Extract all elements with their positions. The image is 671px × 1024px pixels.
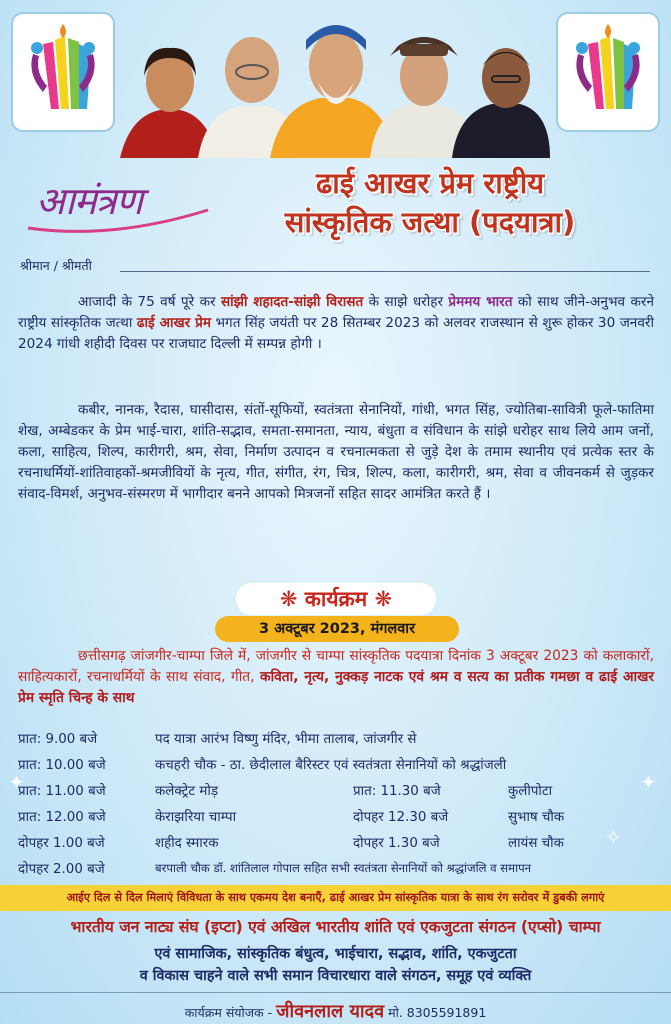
freedom-fighters-portraits [120,6,550,158]
schedule-time: प्रात: 9.00 बजे [18,732,98,747]
salutation-line [120,271,650,272]
schedule-row [18,833,658,855]
schedule-row [18,755,658,777]
schedule-place: लायंस चौक [508,836,564,851]
amantran-text: आमंत्रण [36,179,143,223]
schedule-place: शहीद स्मारक [155,836,219,851]
sparkle-icon: ✧ [605,825,622,849]
intro-highlight: ढाई आखर प्रेम [136,315,211,331]
ipta-logo-left [11,12,115,132]
salutation: श्रीमान / श्रीमती [20,258,92,273]
schedule-place: पद यात्रा आरंभ विष्णु मंदिर, भीमा तालाब, जांजगीर से [155,732,417,747]
title-line-2: सांस्कृतिक जत्था (पदयात्रा) [284,205,576,239]
schedule-time: दोपहर 1.00 बजे [18,836,105,851]
coordinator [0,999,671,1023]
schedule-place: कुलीपोटा [508,784,553,799]
schedule-place: कलेक्ट्रेट मोड़ [155,784,219,799]
intro-text: के साझे धरोहर [363,294,449,310]
schedule-time: प्रात: 11.00 बजे [18,784,106,799]
organizer-line-2: एवं सामाजिक, सांस्कृतिक बंधुत्व, भाईचारा, सद्भाव, शांति, एकजुटता [154,946,517,962]
intro-text: भगत सिंह जयंती पर 28 सितम्बर 2023 को अलवर राजस्थान से शुरू होकर 30 जनवरी 2024 गांधी शहीदी दिवस पर राजघाट दिल्ली में सम्पन्न होगी । [18,315,654,352]
coordinator-name: जीवनलाल यादव [276,1001,385,1022]
schedule-time: प्रात: 10.00 बजे [18,758,106,773]
intro-text: आजादी के 75 वर्ष पूरे कर [78,294,221,310]
intro-highlight: सांझी शहादत-सांझी विरासत [220,294,364,310]
schedule-place: केराझरिया चाम्पा [155,810,237,825]
schedule-time: दोपहर 12.30 बजे [353,810,449,825]
coordinator-phone: मो. 8305591891 [384,1005,487,1020]
slogan-banner: आईए दिल से दिल मिलाएं विविधता के साथ एकमय देश बनाएँ, ढाई आखर प्रेम सांस्कृतिक यात्रा के साथ रंग सरोवर में डुबकी लगाएं [0,885,671,911]
intro-text: को साथ जीने-अनुभव करने राष्ट्रीय सांस्कृतिक जत्था [18,294,655,331]
schedule-time: दोपहर 1.30 बजे [353,836,440,851]
intro-paragraph-2: कबीर, नानक, रैदास, घासीदास, संतों-सूफियों, स्वतंत्रता सेनानियों, गांधी, भगत सिंह, ज्योतिबा-सावित्री फूले-फातिमा शेख, अम्बेडकर के प्रेम भाई-चारा, शांति-सद्भाव, समता-समानता, न्याय, बंधुता व संविधान के सांझे धरोहर साथ लिये आम जनों, कला, साहित्य, शिल्प, कारीगरी, श्रम, सेवा, निर्माण उत्पादन व रचनात्मकता से जुड़े देश के तमाम स्थानीय एवं प्रत्येक स्तर के रचनाधर्मियों-शांतिवाहकों-श्रमजीवियों के नृत्य, गीत, संगीत, रंग, चित्र, शिल्प, कला, कारीगरी, श्रम, सेवा व जीवनकर्म से जुड़कर संवाद-विमर्श, अनुभव-संस्मरण में भागीदार बनने आपको मित्रजनों सहित सादर आमंत्रित करते हैं । [18,402,654,502]
coordinator-label: कार्यक्रम संयोजक - [184,1005,277,1020]
program-intro-highlight: कविता, नृत्य, नुक्कड़ नाटक एवं श्रम व सत्य का प्रतीक गमछा व ढाई आखर प्रेम स्मृति चिन्ह के साथ [18,669,655,706]
schedule-row [18,859,658,881]
ipta-logo-right [556,12,660,132]
sparkle-icon: ✦ [8,770,25,794]
schedule-row [18,729,658,751]
schedule-time: दोपहर 2.00 बजे [18,862,105,877]
organizer-line-1: भारतीय जन नाट्य संघ (इप्टा) एवं अखिल भारतीय शांति एवं एकजुटता संगठन (एप्सो) चाम्पा [70,918,601,936]
event-title [205,164,655,242]
organizer-line-3: व विकास चाहने वाले सभी समान विचारधारा वाले संगठन, समूह एवं व्यक्ति [139,968,532,984]
schedule-row [18,807,658,829]
intro-paragraph-1 [18,292,654,355]
schedule-time: प्रात: 11.30 बजे [353,784,441,799]
amantran-heading [22,170,212,240]
coordinator-divider [0,992,671,993]
intro-highlight: प्रेममय भारत [448,294,513,310]
title-line-1: ढाई आखर प्रेम राष्ट्रीय [315,166,545,200]
program-heading: ❋ कार्यक्रम ❋ [236,583,436,615]
sparkle-icon: ✦ [640,770,657,794]
program-intro [18,646,654,709]
schedule-place: सुभाष चौक [508,810,565,825]
program-date: 3 अक्टूबर 2023, मंगलवार [215,616,459,642]
schedule-place: बरपाली चौक डॉ. शांतिलाल गोपाल सहित सभी स्वतंत्रता सेनानियों को श्रद्धांजलि व समापन [155,861,532,875]
program-intro-text: छत्तीसगढ़ जांजगीर-चाम्पा जिले में, जांजगीर से चाम्पा सांस्कृतिक पदयात्रा दिनांक 3 अक्टूबर 2023 को कलाकारों, साहित्यकारों, रचनाधर्मियों के साथ संवाद, गीत, [18,648,654,685]
schedule-place: कचहरी चौक - ठा. छेदीलाल बैरिस्टर एवं स्वतंत्रता सेनानियों को श्रद्धांजली [155,758,507,773]
schedule-time: प्रात: 12.00 बजे [18,810,106,825]
schedule-row [18,781,658,803]
